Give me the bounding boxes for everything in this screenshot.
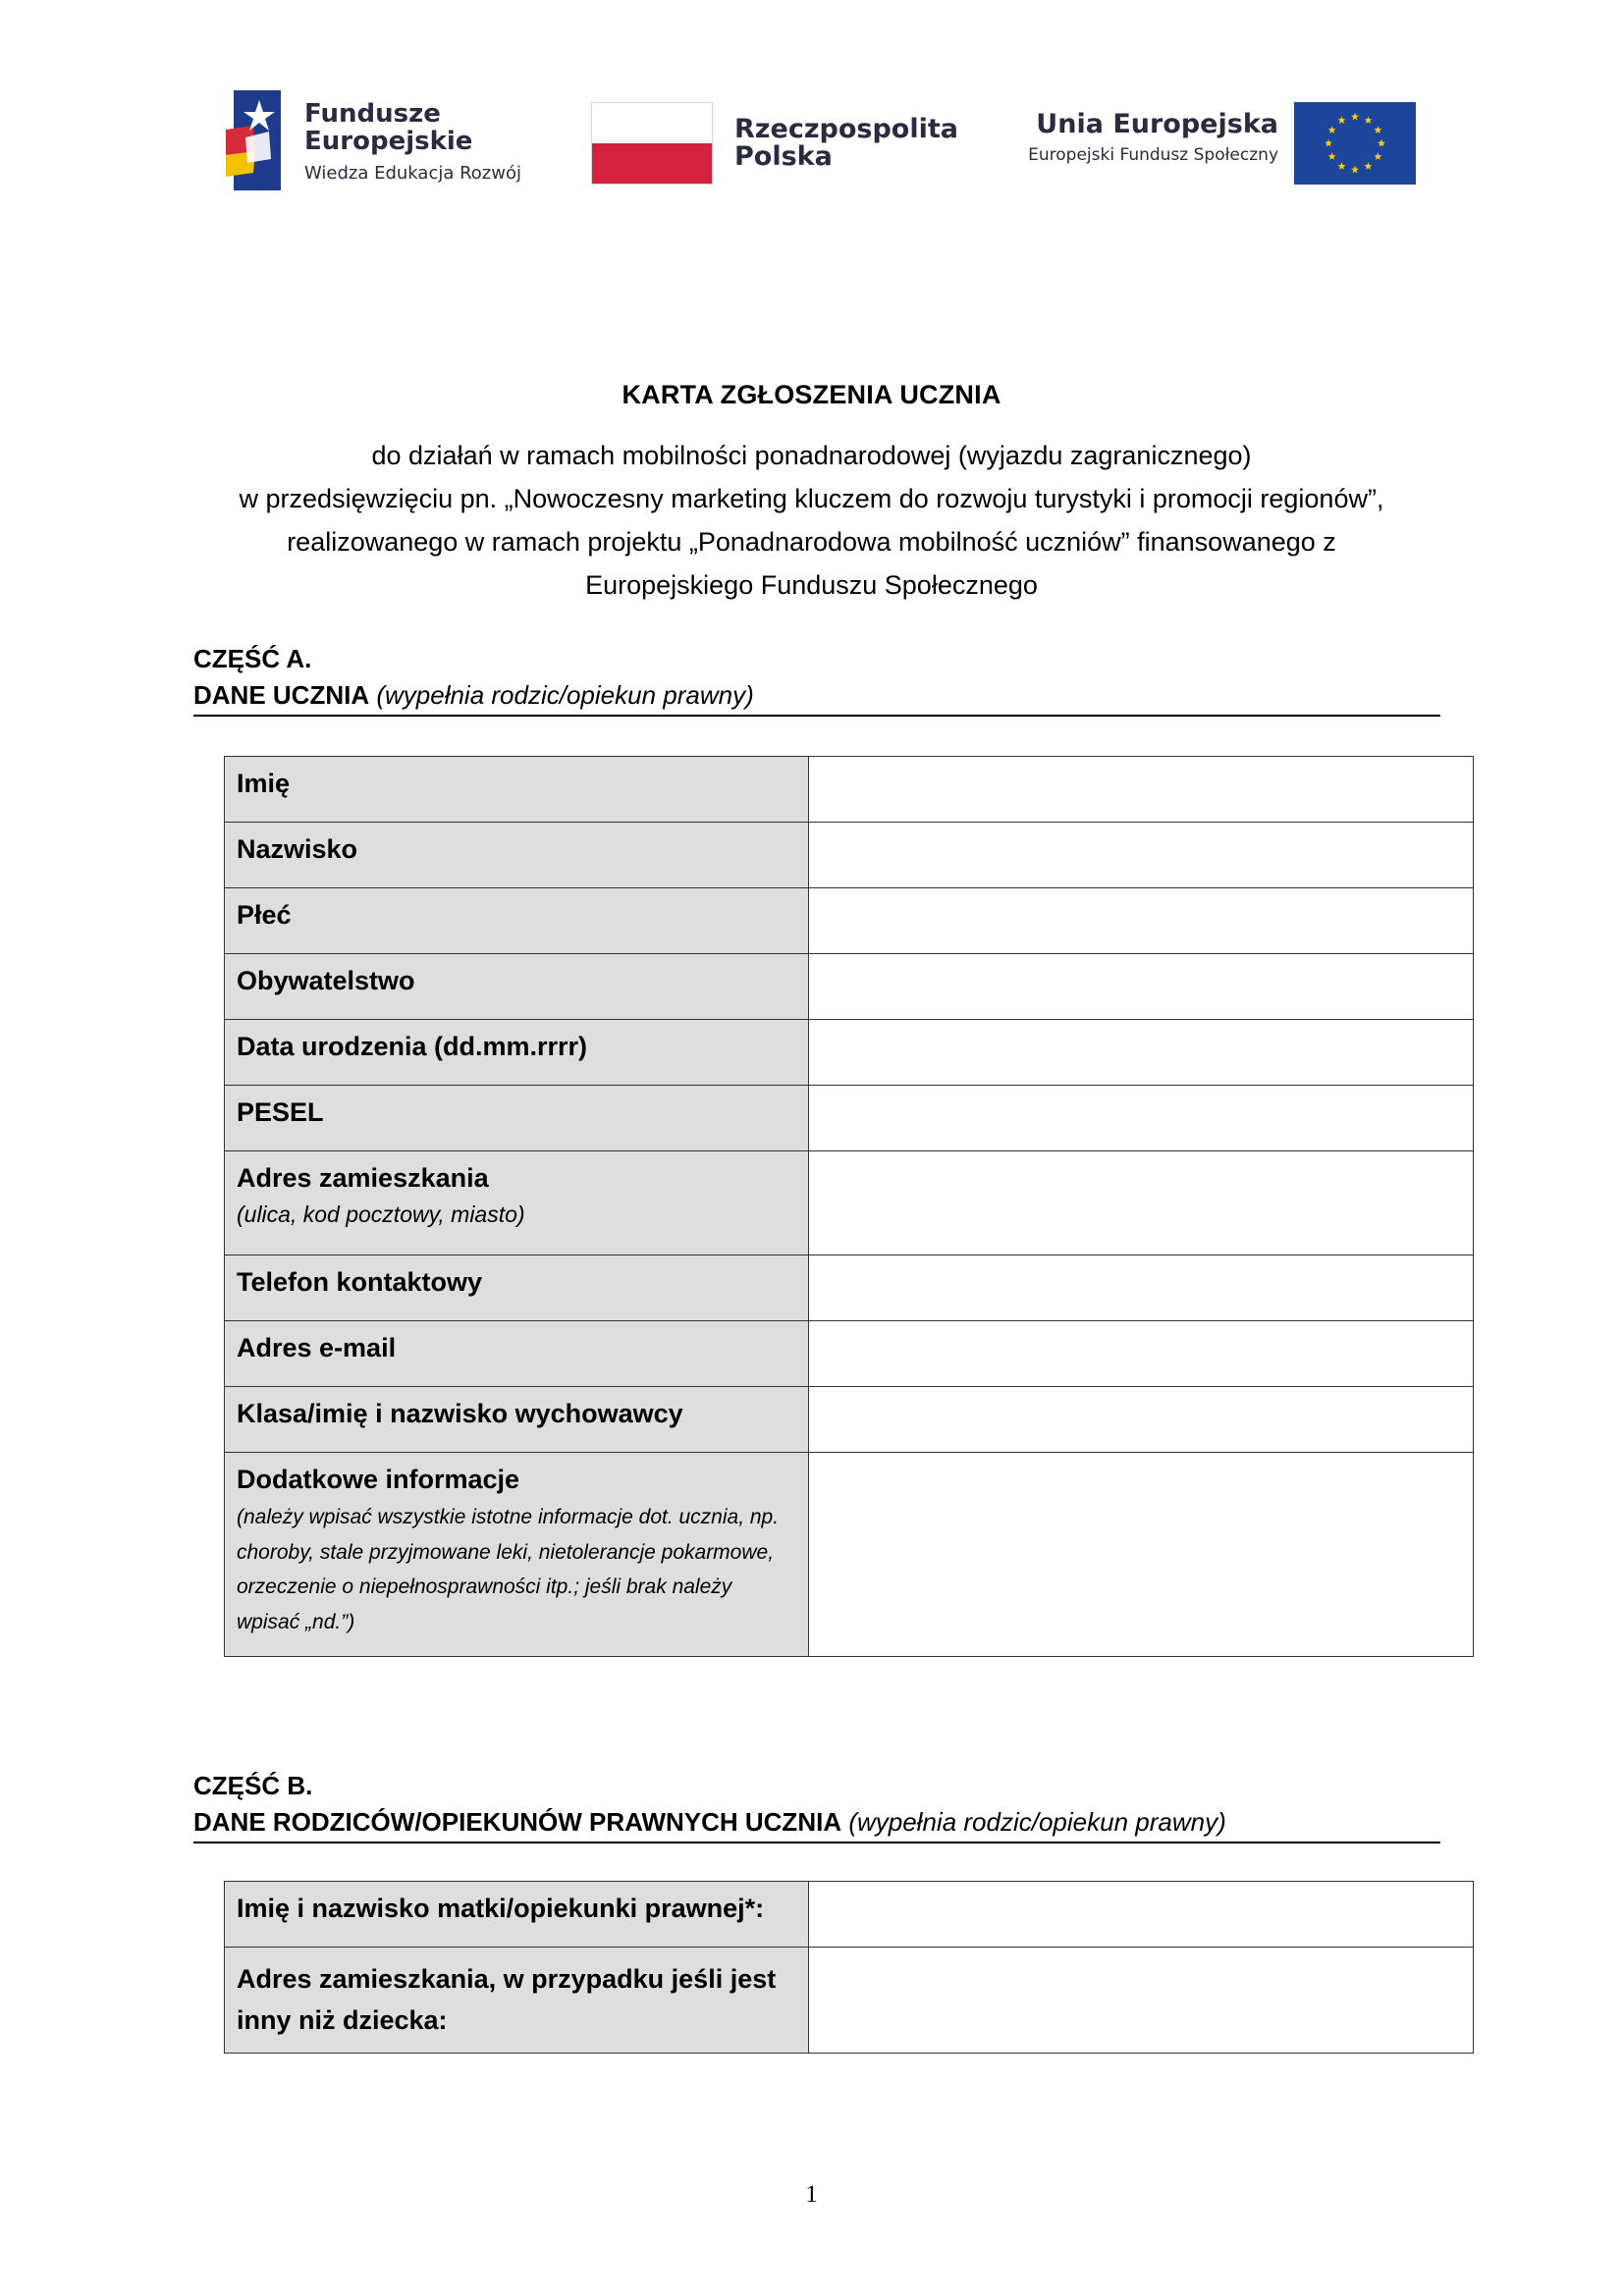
eu-flag-icon [1294,102,1416,185]
field-label-pesel: PESEL [225,1086,809,1151]
logo-bar [0,0,1623,216]
part-a-heading: DANE UCZNIA [193,680,370,710]
class-teacher-field[interactable] [809,1387,1474,1453]
intro-line: realizowanego w ramach projektu „Ponadnarodowa mobilność uczniów” finansowanego z [287,527,1336,557]
field-label-mother-name: Imię i nazwisko matki/opiekunki prawnej*: [225,1882,809,1948]
field-label-phone: Telefon kontaktowy [225,1255,809,1321]
field-label-first-name: Imię [225,757,809,823]
citizenship-field[interactable] [809,954,1474,1020]
phone-field[interactable] [809,1255,1474,1321]
ue-logo-subtitle: Europejski Fundusz Społeczny [1028,145,1278,165]
table-row [225,1151,1474,1255]
part-b-section-label: CZĘŚĆ B. [193,1771,313,1800]
pesel-field[interactable] [809,1086,1474,1151]
table-row [225,888,1474,954]
table-row [225,1948,1474,2054]
address-label-text: Adres zamieszkania [237,1163,489,1193]
email-field[interactable] [809,1321,1474,1387]
mother-name-field[interactable] [809,1882,1474,1948]
table-row [225,1453,1474,1657]
part-a-rule [193,715,1440,717]
fe-logo-subtitle: Wiedza Edukacja Rozwój [304,163,521,184]
birth-date-field[interactable] [809,1020,1474,1086]
field-label-sex: Płeć [225,888,809,954]
table-row [225,954,1474,1020]
fe-logo-title: Fundusze Europejskie [304,99,473,156]
table-row [225,1387,1474,1453]
field-label-citizenship: Obywatelstwo [225,954,809,1020]
intro-line: w przedsięwzięciu pn. „Nowoczesny marketing kluczem do rozwoju turystyki i promocji regionów”, [239,484,1384,513]
table-row [225,757,1474,823]
ue-logo-title: Unia Europejska [1036,109,1278,139]
part-b-rule [193,1842,1440,1843]
field-label-parent-address [225,1948,809,2054]
student-data-table [224,756,1474,1657]
polish-flag-icon [591,102,713,185]
address-hint: (ulica, kod pocztowy, miasto) [237,1201,525,1227]
address-field[interactable] [809,1151,1474,1255]
pl-logo-title: Rzeczpospolita Polska [734,114,958,172]
first-name-field[interactable] [809,757,1474,823]
parent-address-field[interactable] [809,1948,1474,2054]
intro-line: Europejskiego Funduszu Społecznego [585,570,1038,600]
table-row [225,1321,1474,1387]
part-b-note: (wypełnia rodzic/opiekun prawny) [848,1807,1226,1837]
fundusze-europejskie-emblem-icon [226,86,285,194]
field-label-class-teacher: Klasa/imię i nazwisko wychowawcy [225,1387,809,1453]
additional-info-label-text: Dodatkowe informacje [237,1465,520,1494]
field-label-last-name: Nazwisko [225,823,809,888]
table-row [225,1020,1474,1086]
table-row [225,1255,1474,1321]
part-b-heading: DANE RODZICÓW/OPIEKUNÓW PRAWNYCH UCZNIA [193,1807,842,1837]
parents-data-table [224,1881,1474,2054]
sex-field[interactable] [809,888,1474,954]
table-row [225,1882,1474,1948]
additional-info-field[interactable] [809,1453,1474,1657]
field-label-birth-date: Data urodzenia (dd.mm.rrrr) [225,1020,809,1086]
document-title: KARTA ZGŁOSZENIA UCZNIA [622,380,1001,409]
table-row [225,823,1474,888]
field-label-email: Adres e-mail [225,1321,809,1387]
field-label-address [225,1151,809,1255]
part-a-section-label: CZĘŚĆ A. [193,644,312,673]
intro-line: do działań w ramach mobilności ponadnarodowej (wyjazdu zagranicznego) [371,441,1252,470]
page-number: 1 [805,2181,818,2208]
part-b-header [193,1768,1440,1841]
part-a-note: (wypełnia rodzic/opiekun prawny) [376,680,754,710]
parent-address-label-text: Adres zamieszkania, w przypadku jeśli jest inny niż dziecka: [237,1964,777,2035]
document-intro [157,434,1466,607]
field-label-additional-info [225,1453,809,1657]
part-a-header [193,641,1440,714]
table-row [225,1086,1474,1151]
additional-info-hint: (należy wpisać wszystkie istotne informacje dot. ucznia, np. choroby, stale przyjmowane leki, nietolerancje pokarmowe, orzeczenie o niepełnosprawności itp.; jeśli brak należy wpisać „nd.”) [237,1506,780,1633]
last-name-field[interactable] [809,823,1474,888]
